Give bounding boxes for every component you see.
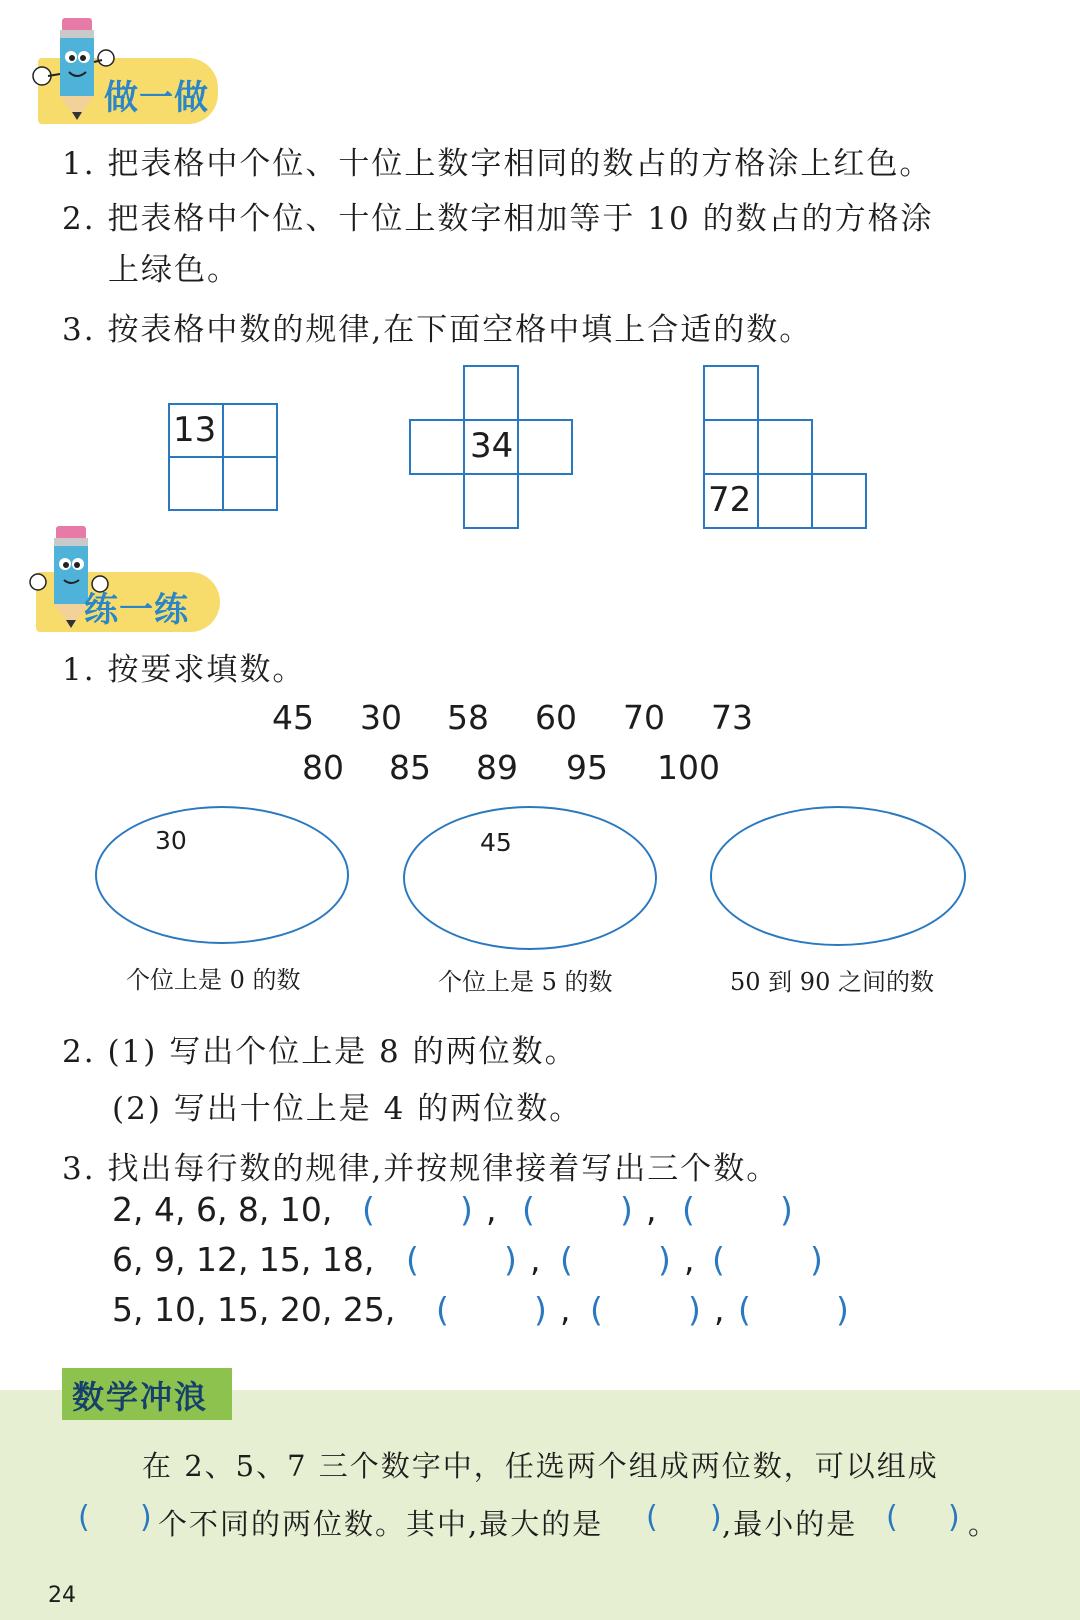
number-sequence-3: 5, 10, 15, 20, 25,: [112, 1290, 396, 1329]
number-item: 58: [447, 698, 489, 737]
answer-blank-close[interactable]: ): [140, 1500, 152, 1535]
grid-given-number: 72: [708, 480, 752, 520]
challenge-line-1: 在 2、5、7 三个数字中，任选两个组成两位数，可以组成: [142, 1449, 939, 1483]
question-2-continued: 上绿色。: [108, 252, 240, 288]
number-item: 45: [272, 698, 314, 737]
answer-blank-open[interactable]: (: [646, 1500, 658, 1535]
separator: ,: [530, 1240, 541, 1279]
oval-label: 50 到 90 之间的数: [730, 968, 934, 996]
number-sequence-2: 6, 9, 12, 15, 18,: [112, 1240, 375, 1279]
question-2: [62, 193, 934, 238]
section-title-do: 做一做: [104, 78, 209, 118]
number-pool-row-1: [0, 698, 1080, 738]
answer-blank-open[interactable]: (: [406, 1240, 419, 1279]
grid-cell[interactable]: [409, 419, 465, 475]
question-text: 找出每行数的规律,并按规律接着写出三个数。: [107, 1151, 780, 1187]
question-number: 2.: [62, 201, 96, 237]
grid-cell[interactable]: [222, 456, 278, 511]
answer-blank-open[interactable]: (: [560, 1240, 573, 1279]
answer-oval-ones-5[interactable]: [403, 806, 657, 950]
grid-cell[interactable]: [757, 419, 813, 475]
answer-blank-open[interactable]: (: [436, 1290, 449, 1329]
challenge-title: 数学冲浪: [72, 1378, 209, 1416]
grid-cell[interactable]: [517, 419, 573, 475]
answer-blank-close[interactable]: ): [710, 1500, 722, 1535]
question-text: 把表格中个位、十位上数字相加等于 10 的数占的方格涂: [107, 201, 934, 237]
challenge-line-2-end: 。: [968, 1507, 1000, 1541]
number-item: 73: [711, 698, 753, 737]
section-title-practice: 练一练: [84, 590, 189, 630]
oval-example-number: 30: [155, 826, 187, 855]
section-badge-do: [18, 12, 218, 120]
number-item: 60: [535, 698, 577, 737]
challenge-line-2b: ,最小的是: [722, 1507, 858, 1541]
number-item: 80: [302, 748, 344, 787]
oval-label: 个位上是 0 的数: [126, 966, 301, 994]
separator: ,: [560, 1290, 571, 1329]
separator: ,: [486, 1190, 497, 1229]
grid-cell[interactable]: [703, 365, 759, 421]
section-badge-practice: [20, 520, 220, 632]
question-text: 按要求填数。: [107, 652, 306, 688]
practice-question-2a: [62, 1026, 578, 1071]
answer-blank-close[interactable]: ): [780, 1190, 793, 1229]
answer-blank-close[interactable]: ): [620, 1190, 633, 1229]
separator: ,: [714, 1290, 725, 1329]
question-text: 把表格中个位、十位上数字相同的数占的方格涂上红色。: [107, 146, 933, 182]
practice-question-3: [62, 1143, 779, 1188]
number-item: 95: [566, 748, 608, 787]
separator: ,: [646, 1190, 657, 1229]
answer-blank-close[interactable]: ): [948, 1500, 960, 1535]
question-number: 3.: [62, 1151, 96, 1187]
grid-cell[interactable]: [811, 473, 867, 529]
number-sequence-1: 2, 4, 6, 8, 10,: [112, 1190, 333, 1229]
grid-cell[interactable]: [168, 456, 224, 511]
number-item: 85: [389, 748, 431, 787]
grid-cell[interactable]: [463, 365, 519, 421]
answer-oval-ones-0[interactable]: [95, 806, 349, 944]
oval-label: 个位上是 5 的数: [438, 968, 613, 996]
grid-cell[interactable]: [757, 473, 813, 529]
question-number: 3.: [62, 312, 96, 348]
page-number: 24: [48, 1583, 76, 1608]
question-number: 1.: [62, 146, 96, 182]
number-item: 70: [623, 698, 665, 737]
answer-blank-open[interactable]: (: [78, 1500, 90, 1535]
number-item: 30: [360, 698, 402, 737]
separator: ,: [684, 1240, 695, 1279]
grid-cell[interactable]: [222, 403, 278, 458]
answer-blank-close[interactable]: ): [836, 1290, 849, 1329]
number-item: 100: [657, 748, 720, 787]
answer-blank-open[interactable]: (: [886, 1500, 898, 1535]
question-3: [62, 304, 812, 349]
challenge-line-2a: 个不同的两位数。其中,最大的是: [158, 1507, 604, 1541]
number-item: 89: [476, 748, 518, 787]
grid-given-number: 13: [173, 410, 217, 450]
grid-cell[interactable]: [703, 419, 759, 475]
answer-blank-close[interactable]: ): [534, 1290, 547, 1329]
answer-blank-close[interactable]: ): [504, 1240, 517, 1279]
oval-example-number: 45: [480, 828, 512, 857]
answer-blank-open[interactable]: (: [712, 1240, 725, 1279]
practice-question-1: [62, 644, 305, 689]
answer-blank-open[interactable]: (: [682, 1190, 695, 1229]
answer-blank-close[interactable]: ): [460, 1190, 473, 1229]
practice-question-2b: (2) 写出十位上是 4 的两位数。: [112, 1091, 583, 1127]
answer-blank-close[interactable]: ): [810, 1240, 823, 1279]
question-text: (1) 写出个位上是 8 的两位数。: [107, 1034, 578, 1070]
question-number: 1.: [62, 652, 96, 688]
grid-cell[interactable]: [463, 473, 519, 529]
answer-blank-close[interactable]: ): [658, 1240, 671, 1279]
answer-blank-open[interactable]: (: [738, 1290, 751, 1329]
answer-blank-open[interactable]: (: [522, 1190, 535, 1229]
answer-blank-open[interactable]: (: [590, 1290, 603, 1329]
question-text: 按表格中数的规律,在下面空格中填上合适的数。: [107, 312, 813, 348]
grid-given-number: 34: [470, 426, 514, 466]
answer-blank-close[interactable]: ): [688, 1290, 701, 1329]
answer-oval-50-to-90[interactable]: [710, 806, 966, 946]
question-number: 2.: [62, 1034, 96, 1070]
question-1: [62, 138, 932, 183]
answer-blank-open[interactable]: (: [362, 1190, 375, 1229]
number-pool-row-2: [0, 748, 1080, 788]
